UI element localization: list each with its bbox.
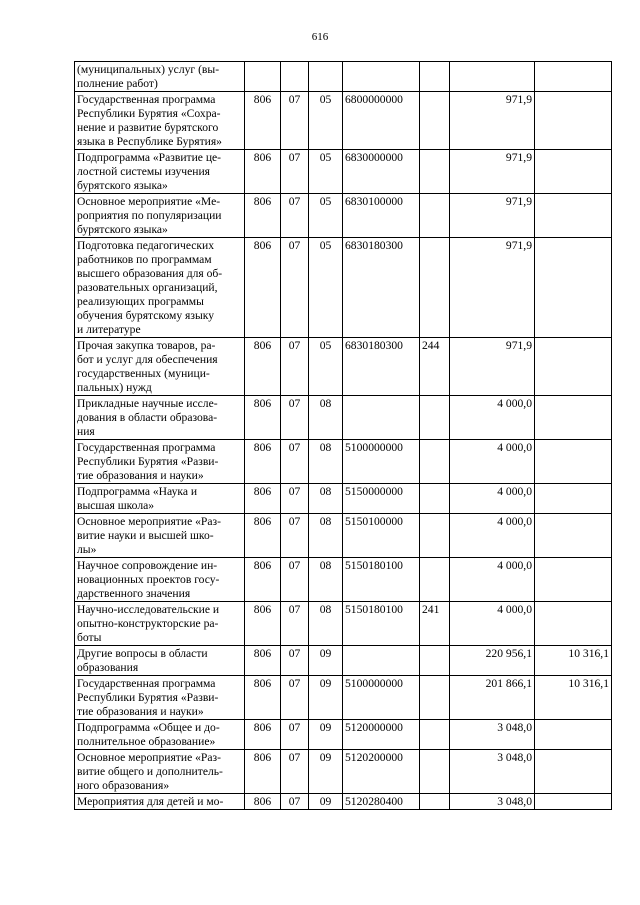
row-amount: 3 048,0 [450, 794, 535, 810]
table-row [75, 602, 612, 646]
row-subsection-code: 09 [309, 794, 343, 810]
table-row [75, 440, 612, 484]
row-amount: 4 000,0 [450, 440, 535, 484]
row-amount-subventions [535, 440, 612, 484]
row-amount-subventions [535, 194, 612, 238]
row-target-article: 6800000000 [343, 92, 420, 150]
page-number: 616 [311, 31, 329, 43]
row-section-code: 07 [281, 150, 309, 194]
row-name: Другие вопросы в области образования [75, 646, 245, 676]
row-name: Подпрограмма «Развитие це- лостной системы изучения бурятского языка» [75, 150, 245, 194]
row-grbs-code: 806 [245, 440, 281, 484]
row-name: Государственная программа Республики Бурятия «Сохра- нение и развитие бурятского языка в Республике Бурятия» [75, 92, 245, 150]
table-row [75, 62, 612, 92]
row-amount-subventions: 10 316,1 [535, 676, 612, 720]
row-name: (муниципальных) услуг (вы- полнение работ) [75, 62, 245, 92]
row-target-article [343, 396, 420, 440]
row-subsection-code: 09 [309, 720, 343, 750]
row-name: Подпрограмма «Общее и до- полнительное образование» [75, 720, 245, 750]
table-row [75, 750, 612, 794]
row-target-article: 5150180100 [343, 602, 420, 646]
row-grbs-code: 806 [245, 238, 281, 338]
row-subsection-code: 05 [309, 238, 343, 338]
row-name: Научное сопровождение ин- новационных проектов госу- дарственного значения [75, 558, 245, 602]
row-section-code: 07 [281, 750, 309, 794]
row-section-code: 07 [281, 646, 309, 676]
row-grbs-code: 806 [245, 338, 281, 396]
table-row [75, 558, 612, 602]
row-subsection-code: 08 [309, 484, 343, 514]
row-amount-subventions: 10 316,1 [535, 646, 612, 676]
row-expense-type [420, 514, 450, 558]
row-subsection-code: 09 [309, 646, 343, 676]
table-row [75, 646, 612, 676]
row-amount-subventions [535, 62, 612, 92]
row-name: Мероприятия для детей и мо- [75, 794, 245, 810]
row-amount: 201 866,1 [450, 676, 535, 720]
row-amount-subventions [535, 150, 612, 194]
row-target-article: 6830000000 [343, 150, 420, 194]
table-row [75, 484, 612, 514]
row-expense-type [420, 750, 450, 794]
row-target-article: 6830100000 [343, 194, 420, 238]
row-subsection-code: 05 [309, 92, 343, 150]
row-expense-type [420, 62, 450, 92]
row-name: Прочая закупка товаров, ра- бот и услуг для обеспечения государственных (муници- пальных) нужд [75, 338, 245, 396]
row-grbs-code: 806 [245, 194, 281, 238]
row-subsection-code [309, 62, 343, 92]
row-name: Государственная программа Республики Бурятия «Разви- тие образования и науки» [75, 676, 245, 720]
row-amount-subventions [535, 238, 612, 338]
row-amount-subventions [535, 396, 612, 440]
row-amount: 971,9 [450, 92, 535, 150]
table-row [75, 720, 612, 750]
row-grbs-code: 806 [245, 150, 281, 194]
table-row [75, 150, 612, 194]
table-row [75, 794, 612, 810]
row-section-code: 07 [281, 794, 309, 810]
row-expense-type [420, 794, 450, 810]
row-expense-type [420, 484, 450, 514]
row-target-article: 5120280400 [343, 794, 420, 810]
row-amount-subventions [535, 338, 612, 396]
row-target-article [343, 646, 420, 676]
row-section-code [281, 62, 309, 92]
row-expense-type [420, 194, 450, 238]
row-amount: 4 000,0 [450, 602, 535, 646]
row-expense-type: 244 [420, 338, 450, 396]
row-amount: 971,9 [450, 194, 535, 238]
row-section-code: 07 [281, 396, 309, 440]
row-amount: 3 048,0 [450, 750, 535, 794]
row-target-article: 5120200000 [343, 750, 420, 794]
table-row [75, 676, 612, 720]
row-subsection-code: 09 [309, 676, 343, 720]
row-expense-type: 241 [420, 602, 450, 646]
row-section-code: 07 [281, 514, 309, 558]
row-expense-type [420, 238, 450, 338]
row-section-code: 07 [281, 558, 309, 602]
table-row [75, 396, 612, 440]
table-row [75, 338, 612, 396]
row-amount: 971,9 [450, 238, 535, 338]
table-row [75, 92, 612, 150]
row-amount-subventions [535, 720, 612, 750]
budget-table [74, 61, 612, 810]
row-subsection-code: 05 [309, 338, 343, 396]
row-section-code: 07 [281, 484, 309, 514]
row-name: Прикладные научные иссле- дования в области образова- ния [75, 396, 245, 440]
row-amount: 4 000,0 [450, 396, 535, 440]
row-amount: 4 000,0 [450, 514, 535, 558]
row-target-article: 5150000000 [343, 484, 420, 514]
row-subsection-code: 08 [309, 558, 343, 602]
row-target-article: 6830180300 [343, 338, 420, 396]
row-grbs-code: 806 [245, 676, 281, 720]
row-target-article: 6830180300 [343, 238, 420, 338]
row-grbs-code: 806 [245, 794, 281, 810]
row-subsection-code: 05 [309, 150, 343, 194]
row-name: Основное мероприятие «Раз- витие науки и высшей шко- лы» [75, 514, 245, 558]
row-section-code: 07 [281, 720, 309, 750]
row-grbs-code: 806 [245, 750, 281, 794]
row-amount: 220 956,1 [450, 646, 535, 676]
row-section-code: 07 [281, 440, 309, 484]
row-expense-type [420, 558, 450, 602]
row-grbs-code: 806 [245, 484, 281, 514]
row-amount: 4 000,0 [450, 484, 535, 514]
row-section-code: 07 [281, 602, 309, 646]
row-section-code: 07 [281, 338, 309, 396]
row-target-article: 5150180100 [343, 558, 420, 602]
row-target-article: 5150100000 [343, 514, 420, 558]
row-section-code: 07 [281, 676, 309, 720]
row-amount: 3 048,0 [450, 720, 535, 750]
row-expense-type [420, 676, 450, 720]
row-amount [450, 62, 535, 92]
row-expense-type [420, 646, 450, 676]
row-grbs-code: 806 [245, 720, 281, 750]
row-subsection-code: 05 [309, 194, 343, 238]
row-name: Научно-исследовательские и опытно-конструкторские ра- боты [75, 602, 245, 646]
row-name: Основное мероприятие «Ме- роприятия по популяризации бурятского языка» [75, 194, 245, 238]
row-subsection-code: 08 [309, 440, 343, 484]
row-target-article: 5120000000 [343, 720, 420, 750]
row-amount-subventions [535, 514, 612, 558]
row-amount-subventions [535, 92, 612, 150]
row-amount: 971,9 [450, 150, 535, 194]
row-subsection-code: 08 [309, 602, 343, 646]
row-target-article [343, 62, 420, 92]
row-grbs-code: 806 [245, 602, 281, 646]
row-name: Основное мероприятие «Раз- витие общего и дополнитель- ного образования» [75, 750, 245, 794]
row-grbs-code: 806 [245, 558, 281, 602]
row-amount-subventions [535, 602, 612, 646]
row-section-code: 07 [281, 194, 309, 238]
row-subsection-code: 08 [309, 514, 343, 558]
row-section-code: 07 [281, 92, 309, 150]
row-amount-subventions [535, 558, 612, 602]
row-amount-subventions [535, 484, 612, 514]
table-row [75, 194, 612, 238]
row-name: Подготовка педагогических работников по программам высшего образования для об- разовательных организаций, реализующих программы обучения бурятскому языку и литературе [75, 238, 245, 338]
row-target-article: 5100000000 [343, 676, 420, 720]
row-name: Подпрограмма «Наука и высшая школа» [75, 484, 245, 514]
row-grbs-code: 806 [245, 514, 281, 558]
row-amount: 4 000,0 [450, 558, 535, 602]
table-row [75, 514, 612, 558]
row-subsection-code: 09 [309, 750, 343, 794]
row-amount-subventions [535, 794, 612, 810]
row-subsection-code: 08 [309, 396, 343, 440]
row-amount-subventions [535, 750, 612, 794]
row-name: Государственная программа Республики Бурятия «Разви- тие образования и науки» [75, 440, 245, 484]
row-section-code: 07 [281, 238, 309, 338]
row-expense-type [420, 720, 450, 750]
row-grbs-code: 806 [245, 92, 281, 150]
row-target-article: 5100000000 [343, 440, 420, 484]
row-expense-type [420, 150, 450, 194]
table-row [75, 238, 612, 338]
row-grbs-code [245, 62, 281, 92]
row-grbs-code: 806 [245, 396, 281, 440]
row-expense-type [420, 92, 450, 150]
row-expense-type [420, 396, 450, 440]
row-grbs-code: 806 [245, 646, 281, 676]
row-expense-type [420, 440, 450, 484]
row-amount: 971,9 [450, 338, 535, 396]
